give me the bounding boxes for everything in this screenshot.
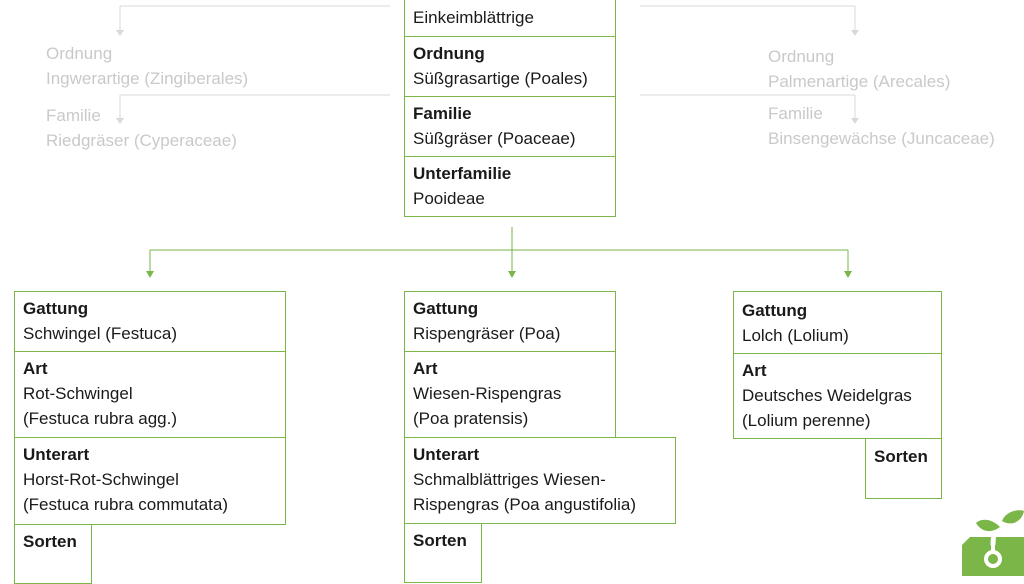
sprout-logo-icon [962, 505, 1024, 576]
right-ordnung-value: Palmenartige (Arecales) [768, 72, 951, 91]
lolium-art-box [733, 353, 942, 439]
center-klasse-value: Einkeimblättrige [413, 8, 534, 27]
lolium-art-value-2: (Lolium perenne) [742, 411, 871, 430]
center-familie-label: Familie [413, 104, 472, 123]
center-unterfamilie-label: Unterfamilie [413, 164, 512, 183]
lolium-gattung-box [733, 291, 942, 354]
festuca-art-box [14, 351, 286, 438]
left-ordnung [46, 41, 248, 91]
poa-art-box [404, 351, 616, 438]
festuca-gattung-box [14, 291, 286, 352]
left-familie [46, 103, 237, 153]
left-ordnung-label: Ordnung [46, 44, 113, 63]
lolium-gattung-label: Gattung [742, 301, 808, 320]
right-familie [768, 101, 995, 151]
lolium-art-value-1: Deutsches Weidelgras [742, 386, 912, 405]
right-ordnung [768, 44, 950, 94]
left-ordnung-value: Ingwerartige (Zingiberales) [46, 69, 249, 88]
center-klasse-box [404, 0, 616, 37]
left-familie-label: Familie [46, 106, 101, 125]
poa-sorten-box [404, 523, 482, 583]
poa-gattung-value: Rispengräser (Poa) [413, 324, 561, 343]
lolium-gattung-value: Lolch (Lolium) [742, 326, 849, 345]
lolium-sorten-label: Sorten [874, 447, 928, 466]
poa-art-label: Art [413, 359, 438, 378]
festuca-art-value-2: (Festuca rubra agg.) [23, 409, 178, 428]
center-familie-value: Süßgräser (Poaceae) [413, 129, 576, 148]
center-unterfamilie-box [404, 156, 616, 217]
festuca-unterart-value-2: (Festuca rubra commutata) [23, 495, 229, 514]
festuca-unterart-label: Unterart [23, 445, 90, 464]
poa-unterart-label: Unterart [413, 445, 480, 464]
festuca-sorten-box [14, 524, 92, 584]
poa-unterart-value-1: Schmalblättriges Wiesen- [413, 470, 606, 489]
festuca-gattung-label: Gattung [23, 299, 89, 318]
festuca-art-value-1: Rot-Schwingel [23, 384, 133, 403]
center-unterfamilie-value: Pooideae [413, 189, 485, 208]
festuca-unterart-box [14, 437, 286, 525]
right-familie-value: Binsengewächse (Juncaceae) [768, 129, 995, 148]
festuca-unterart-value-1: Horst-Rot-Schwingel [23, 470, 179, 489]
poa-sorten-label: Sorten [413, 531, 467, 550]
lolium-art-label: Art [742, 361, 767, 380]
right-familie-label: Familie [768, 104, 823, 123]
festuca-art-label: Art [23, 359, 48, 378]
poa-art-value-2: (Poa pratensis) [413, 409, 529, 428]
center-familie-box [404, 96, 616, 157]
poa-gattung-box [404, 291, 616, 352]
green-connectors [150, 227, 848, 272]
left-familie-value: Riedgräser (Cyperaceae) [46, 131, 237, 150]
festuca-gattung-value: Schwingel (Festuca) [23, 324, 178, 343]
center-ordnung-label: Ordnung [413, 44, 485, 63]
center-ordnung-value: Süßgrasartige (Poales) [413, 69, 588, 88]
right-ordnung-label: Ordnung [768, 47, 835, 66]
poa-gattung-label: Gattung [413, 299, 479, 318]
poa-unterart-box [404, 437, 676, 524]
poa-art-value-1: Wiesen-Rispengras [413, 384, 562, 403]
festuca-sorten-label: Sorten [23, 532, 77, 551]
poa-unterart-value-2: Rispengras (Poa angustifolia) [413, 495, 637, 514]
center-ordnung-box [404, 36, 616, 97]
lolium-sorten-box [865, 438, 942, 499]
